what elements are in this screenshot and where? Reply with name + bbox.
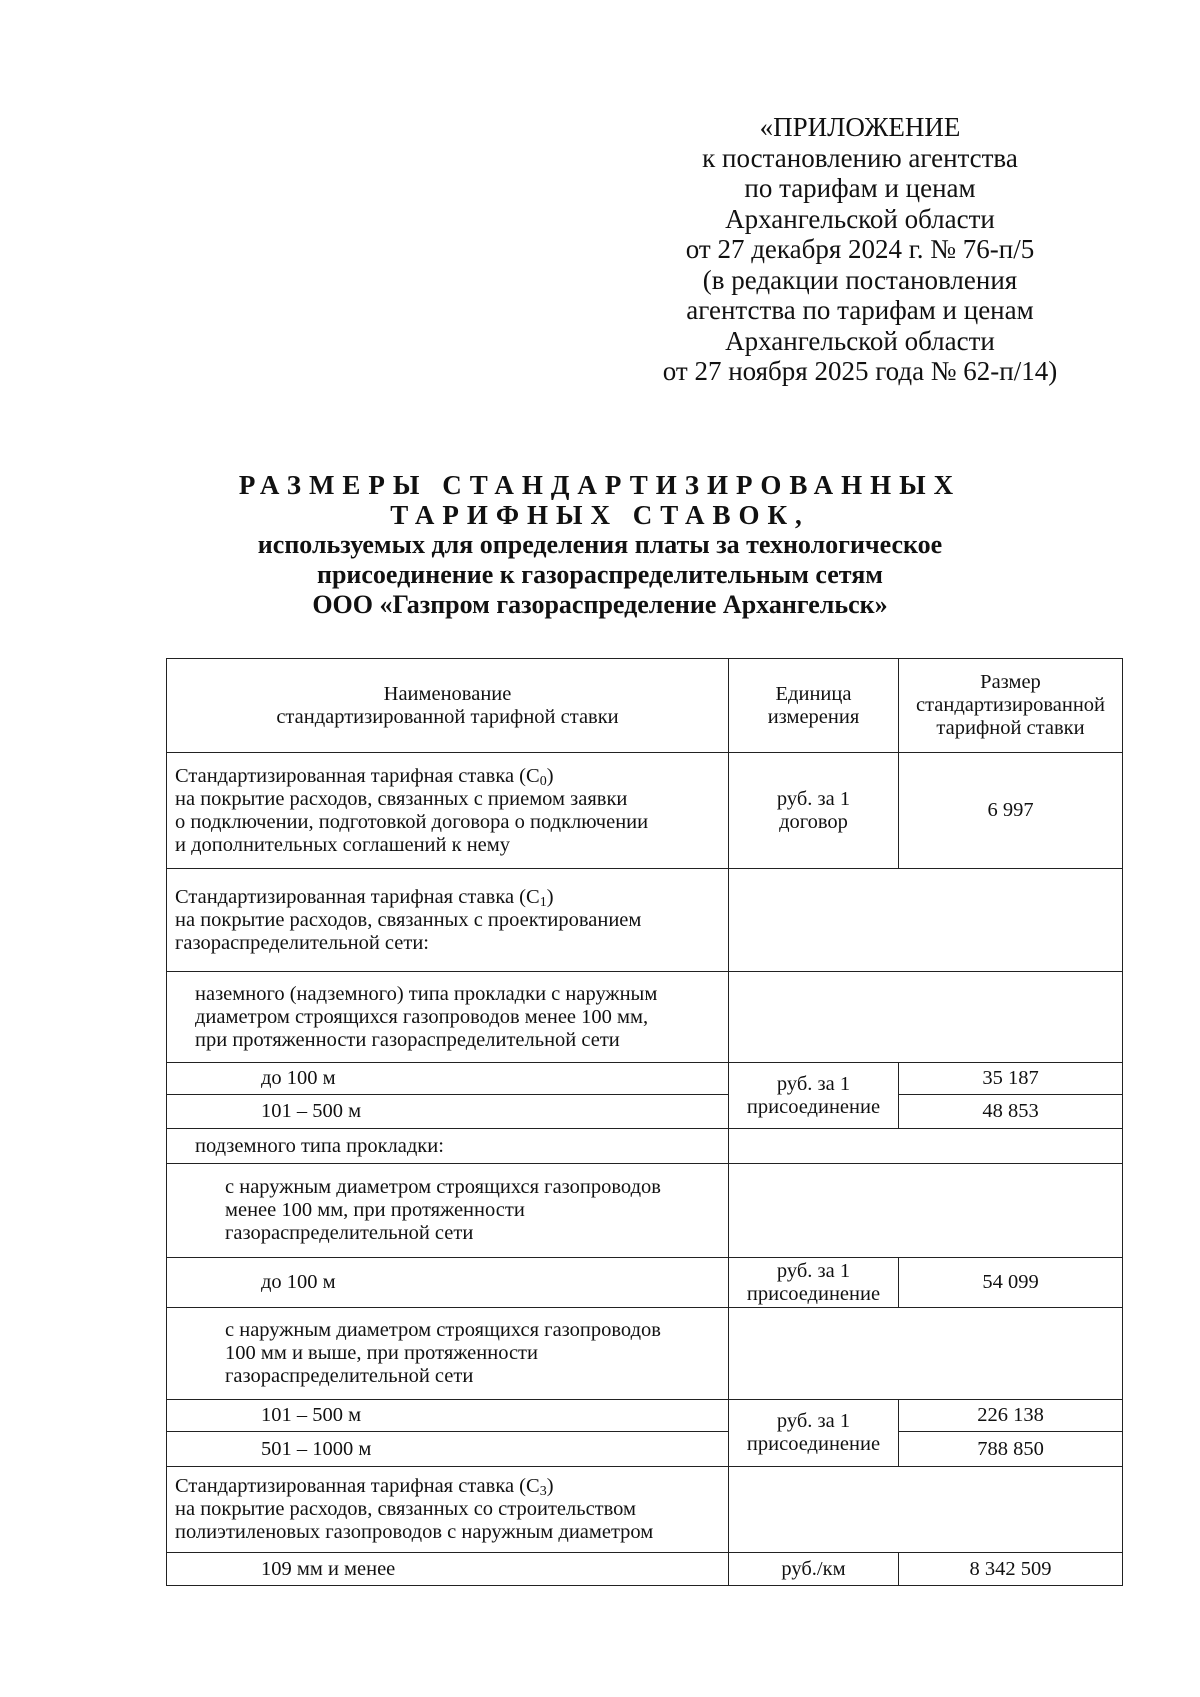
rate-c3-name: Стандартизированная тарифная ставка $(С_3)$ на покрытие расходов, связанных со строительством полиэтиленовых газопроводов с наружным диаметром xyxy=(167,1467,729,1553)
appendix-line: Архангельской области xyxy=(725,203,995,234)
ground-r2-value: 48 853 xyxy=(899,1095,1123,1129)
subtitle-line: используемых для определения платы за технологическое xyxy=(257,530,943,559)
table-row xyxy=(167,1432,1123,1467)
appendix-line: «ПРИЛОЖЕНИЕ xyxy=(759,112,961,142)
subtitle-line: ООО «Газпром газораспределение Архангельск» xyxy=(312,590,888,619)
rate-c0-name: Стандартизированная тарифная ставка $(С_0)$ на покрытие расходов, связанных с приемом заявки о подключении, подготовкой договора о подключении и дополнительных соглашений к нему xyxy=(167,753,729,869)
table-row-ground xyxy=(167,972,1123,1063)
empty-cell xyxy=(729,1129,1123,1164)
tariff-rates-table xyxy=(166,658,1123,1586)
underground-label: подземного типа прокладки: xyxy=(167,1129,729,1164)
rate-c1-name: Стандартизированная тарифная ставка $(С_1)$ на покрытие расходов, связанных с проектированием газораспределительной сети: xyxy=(167,869,729,972)
table-row-c1 xyxy=(167,869,1123,972)
table-row xyxy=(167,1308,1123,1400)
empty-cell xyxy=(729,972,1123,1063)
ground-r2-label: 101 – 500 м xyxy=(167,1095,729,1129)
table-header-row xyxy=(167,659,1123,753)
underground-large-name: с наружным диаметром строящихся газопроводов 100 мм и выше, при протяженности газораспределительной сети xyxy=(167,1308,729,1400)
appendix-line: к постановлению агентства xyxy=(702,142,1018,173)
underground-small-unit: руб. за 1 присоединение xyxy=(729,1258,899,1308)
underground-large-r2-value: 788 850 xyxy=(899,1432,1123,1467)
underground-small-r1-label: до 100 м xyxy=(167,1258,729,1308)
table-row xyxy=(167,1400,1123,1432)
ground-laying-name: наземного (надземного) типа прокладки с наружным диаметром строящихся газопроводов менее 100 мм, при протяженности газораспределительной сети xyxy=(167,972,729,1063)
ground-r1-label: до 100 м xyxy=(167,1063,729,1095)
c3-r1-unit: руб./км xyxy=(729,1553,899,1586)
table-row xyxy=(167,1095,1123,1129)
appendix-header xyxy=(600,112,1120,387)
title-line: РАЗМЕРЫ СТАНДАРТИЗИРОВАННЫХ xyxy=(238,470,962,500)
table-row xyxy=(167,1258,1123,1308)
empty-cell xyxy=(729,1164,1123,1258)
subtitle-line: присоединение к газораспределительным сетям xyxy=(316,560,884,589)
document-title xyxy=(0,470,1200,620)
table-row xyxy=(167,1553,1123,1586)
ground-unit: руб. за 1 присоединение xyxy=(729,1063,899,1129)
rate-c0-unit: руб. за 1 договор xyxy=(729,753,899,869)
underground-small-name: с наружным диаметром строящихся газопроводов менее 100 мм, при протяженности газораспределительной сети xyxy=(167,1164,729,1258)
c3-r1-label: 109 мм и менее xyxy=(167,1553,729,1586)
table-row xyxy=(167,1063,1123,1095)
underground-large-unit: руб. за 1 присоединение xyxy=(729,1400,899,1467)
underground-large-r1-label: 101 – 500 м xyxy=(167,1400,729,1432)
title-line: ТАРИФНЫХ СТАВОК, xyxy=(390,500,810,530)
header-unit: Единица измерения xyxy=(729,659,899,753)
table-row-underground xyxy=(167,1129,1123,1164)
table-row-c3 xyxy=(167,1467,1123,1553)
rate-c0-value: 6 997 xyxy=(899,753,1123,869)
appendix-line: агентства по тарифам и ценам xyxy=(686,295,1034,325)
ground-r1-value: 35 187 xyxy=(899,1063,1123,1095)
empty-cell xyxy=(729,1467,1123,1553)
c3-r1-value: 8 342 509 xyxy=(899,1553,1123,1586)
appendix-line: по тарифам и ценам xyxy=(744,173,976,203)
underground-large-r2-label: 501 – 1000 м xyxy=(167,1432,729,1467)
underground-small-r1-value: 54 099 xyxy=(899,1258,1123,1308)
appendix-line: (в редакции постановления xyxy=(702,264,1018,295)
header-value: Размер стандартизированной тарифной ставки xyxy=(899,659,1123,753)
table-row-c0 xyxy=(167,753,1123,869)
underground-large-r1-value: 226 138 xyxy=(899,1400,1123,1432)
header-name: Наименование стандартизированной тарифной ставки xyxy=(167,659,729,753)
appendix-line: от 27 ноября 2025 года № 62-п/14) xyxy=(662,356,1058,386)
table-row xyxy=(167,1164,1123,1258)
appendix-line: Архангельской области xyxy=(725,325,995,356)
empty-cell xyxy=(729,1308,1123,1400)
empty-cell xyxy=(729,869,1123,972)
appendix-line: от 27 декабря 2024 г. № 76-п/5 xyxy=(685,234,1035,264)
